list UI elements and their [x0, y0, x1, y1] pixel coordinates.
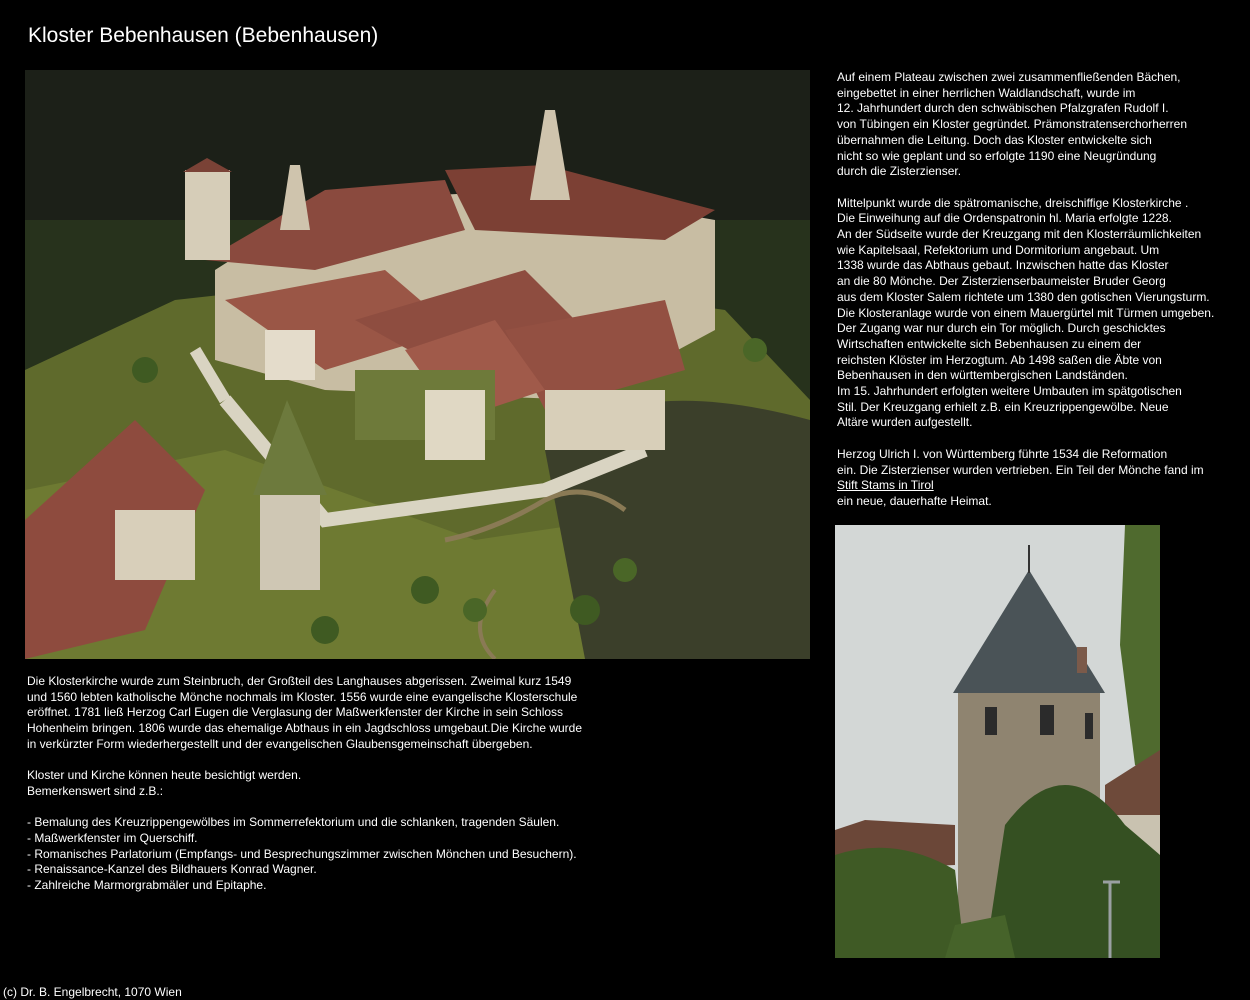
text-line: ein. Die Zisterzienser wurden vertrieben. Ein Teil der Mönche fand im — [837, 462, 1204, 477]
text-line: Hohenheim bringen. 1806 wurde das ehemalige Abthaus in ein Jagdschloss umgebaut.Die Kirche wurde — [27, 721, 583, 736]
list-item: - Bemalung des Kreuzrippengewölbes im Sommerrefektorium und die schlanken, tragenden Säulen. — [27, 815, 560, 830]
text-line: Die Klosterkirche wurde zum Steinbruch, der Großteil des Langhauses abgerissen. Zweimal kurz 1549 — [27, 674, 572, 688]
monastery-model-photo — [25, 70, 810, 659]
copyright-footer: (c) Dr. B. Engelbrecht, 1070 Wien — [3, 985, 182, 999]
text-line: reichsten Klöster im Herzogtum. Ab 1498 saßen die Äbte von — [837, 352, 1162, 367]
list-item: - Romanisches Parlatorium (Empfangs- und Besprechungszimmer zwischen Mönchen und Besuchern). — [27, 846, 577, 861]
text-line: aus dem Kloster Salem richtete um 1380 den gotischen Vierungsturm. — [837, 289, 1210, 304]
text-line: Die Klosteranlage wurde von einem Mauergürtel mit Türmen umgeben. — [837, 305, 1215, 320]
blank-line — [27, 800, 817, 816]
text-line: Mittelpunkt wurde die spätromanische, dreischiffige Klosterkirche . — [837, 195, 1189, 210]
text-line: Kloster und Kirche können heute besichtigt werden. — [27, 768, 302, 783]
text-line: ein neue, dauerhafte Heimat. — [837, 493, 992, 508]
list-item: - Renaissance-Kanzel des Bildhauers Konrad Wagner. — [27, 862, 317, 877]
text-line: Herzog Ulrich I. von Württemberg führte 1534 die Reformation — [837, 446, 1168, 461]
text-line: Der Zugang war nur durch ein Tor möglich. Durch geschicktes — [837, 321, 1166, 336]
text-line: und 1560 lebten katholische Mönche nochmals im Kloster. 1556 wurde eine evangelische Klosterschule — [27, 689, 578, 704]
text-line: in verkürzter Form wiederhergestellt und der evangelischen Glaubensgemeinschaft übergeben. — [27, 736, 533, 751]
history-text-left — [27, 674, 817, 894]
text-line: eröffnet. 1781 ließ Herzog Carl Eugen die Verglasung der Maßwerkfenster der Kirche in sein Schloss — [27, 705, 564, 720]
page-title: Kloster Bebenhausen (Bebenhausen) — [28, 24, 379, 47]
list-item: - Zahlreiche Marmorgrabmäler und Epitaphe. — [27, 878, 267, 893]
monastery-model-image — [25, 70, 810, 659]
text-line: Bemerkenswert sind z.B.: — [27, 783, 164, 798]
tower-photo — [835, 525, 1160, 958]
text-line: von Tübingen ein Kloster gegründet. Prämonstratenserchorherren — [837, 117, 1187, 132]
blank-line — [837, 180, 1237, 196]
text-line: 1338 wurde das Abthaus gebaut. Inzwischen hatte das Kloster — [837, 258, 1169, 273]
list-item: - Maßwerkfenster im Querschiff. — [27, 831, 198, 845]
text-line: nicht so wie geplant und so erfolgte 1190 eine Neugründung — [837, 148, 1157, 163]
text-line: Auf einem Plateau zwischen zwei zusammenfließenden Bächen, — [837, 70, 1181, 84]
text-line: An der Südseite wurde der Kreuzgang mit den Klosterräumlichkeiten — [837, 227, 1202, 242]
text-line: wie Kapitelsaal, Refektorium und Dormitorium angebaut. Um — [837, 242, 1160, 257]
blank-line — [27, 753, 817, 769]
text-line: Stil. Der Kreuzgang erhielt z.B. ein Kreuzrippengewölbe. Neue — [837, 399, 1169, 414]
text-line: Im 15. Jahrhundert erfolgten weitere Umbauten im spätgotischen — [837, 384, 1182, 399]
text-line: Wirtschaften entwickelte sich Bebenhausen zu einem der — [837, 336, 1142, 351]
tower-image — [835, 525, 1160, 958]
text-line — [837, 478, 1237, 494]
text-line: Bebenhausen in den württembergischen Landständen. — [837, 368, 1128, 383]
stift-stams-link[interactable]: Stift Stams in Tirol — [837, 478, 934, 493]
text-line: 12. Jahrhundert durch den schwäbischen Pfalzgrafen Rudolf I. — [837, 101, 1169, 116]
text-line: übernahmen die Leitung. Doch das Kloster entwickelte sich — [837, 132, 1152, 147]
text-line: Altäre wurden aufgestellt. — [837, 415, 973, 430]
text-line: an die 80 Mönche. Der Zisterzienserbaumeister Bruder Georg — [837, 274, 1166, 289]
history-text-right — [837, 70, 1237, 510]
blank-line — [837, 431, 1237, 447]
text-line: eingebettet in einer herrlichen Waldlandschaft, wurde im — [837, 85, 1136, 100]
text-line: durch die Zisterzienser. — [837, 164, 962, 179]
text-line: Die Einweihung auf die Ordenspatronin hl. Maria erfolgte 1228. — [837, 211, 1172, 226]
